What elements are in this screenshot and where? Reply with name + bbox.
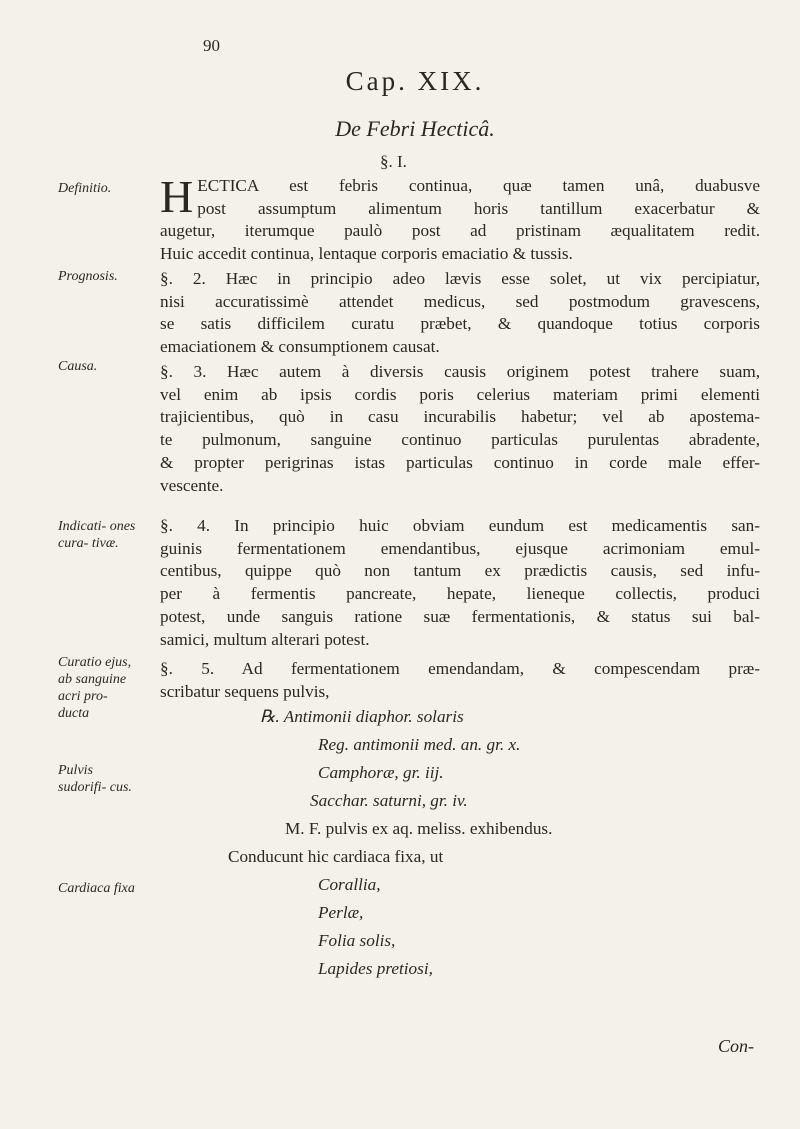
ingredient-item: Folia solis, [318,931,396,950]
text-line: guinis fermentationem emendantibus, ejusque acrimoniam emul- [160,538,760,558]
ingredient-item: Lapides pretiosi, [318,959,433,978]
text-line: scribatur sequens pulvis, [160,681,330,701]
recipe-line: Camphoræ, gr. iij. [318,763,444,782]
margin-note-prognosis: Prognosis. [58,269,118,284]
paragraph-1 [160,171,760,266]
text-line: ECTICA est febris continua, quæ tamen unâ, duabusve [197,176,760,195]
chapter-heading: Cap. XIX. [345,66,485,96]
paragraph-4 [160,515,760,651]
recipe-line: Reg. antimonii med. an. gr. x. [318,735,521,754]
text-line: vel enim ab ipsis cordis poris celerius materiam primi elementi [160,384,760,404]
section-number: §. I. [380,152,407,171]
margin-note-indicationes: Indicati- ones cura- tivæ. [58,519,136,551]
conducunt-line: Conducunt hic cardiaca fixa, ut [228,847,444,866]
text-line: trajicientibus, quò in casu incurabilis habetur; vel ab apostema- [160,407,760,427]
page-number: 90 [203,36,220,55]
text-line: §. 5. Ad fermentationem emendandam, & compescendam præ- [160,659,760,678]
recipe-line: Sacchar. saturni, gr. iv. [310,791,468,810]
paragraph-2 [160,268,760,359]
margin-note-causa: Causa. [58,359,98,374]
text-line: nisi accuratissimè attendet medicus, sed postmodum gravescens, [160,291,760,311]
ingredient-item: Corallia, [318,875,381,894]
text-line: §. 4. In principio huic obviam eundum est medicamentis san- [160,516,760,535]
text-line: potest, unde sanguis ratione suæ fermentationis, & status sui bal- [160,606,760,626]
margin-note-cardiaca: Cardiaca fixa [58,881,135,896]
margin-note-definitio: Definitio. [58,181,112,196]
paragraph-5 [160,658,760,703]
catchword: Con- [718,1036,754,1056]
drop-cap: H [160,171,194,222]
text-line: vescente. [160,475,224,495]
text-line: te pulmonum, sanguine continuo particulas purulentas abradente, [160,430,760,450]
text-line: §. 2. Hæc in principio adeo lævis esse solet, ut vix percipiatur, [160,269,760,288]
text-line: augetur, iterumque paulò post ad pristinam æqualitatem redit. [160,221,760,241]
text-line: & propter perigrinas istas particulas continuo in corde male effer- [160,452,760,472]
paragraph-3 [160,361,760,497]
recipe-line: ℞. Antimonii diaphor. solaris [260,707,464,726]
text-line: samici, multum alterari potest. [160,629,370,649]
text-line: Huic accedit continua, lentaque corporis emaciatio & tussis. [160,244,573,264]
text-line: se satis difficilem curatu præbet, & quandoque totius corporis [160,314,760,334]
margin-note-pulvis: Pulvis sudorifi- cus. [58,763,132,795]
text-line: centibus, quippe quò non tantum ex prædictis causis, sed infu- [160,561,760,581]
margin-note-curatio: Curatio ejus, ab sanguine acri pro- ducta [58,655,132,721]
chapter-title: De Febri Hecticâ. [335,116,495,141]
recipe-instruction: M. F. pulvis ex aq. meliss. exhibendus. [285,819,553,838]
text-line: per à fermentis pancreate, hepate, lieneque collectis, produci [160,584,760,604]
text-line: post assumptum alimentum horis tantillum exacerbatur & [197,198,760,218]
text-line: emaciationem & consumptionem causat. [160,337,440,357]
ingredient-item: Perlæ, [318,903,364,922]
text-line: §. 3. Hæc autem à diversis causis originem potest trahere suam, [160,362,760,381]
